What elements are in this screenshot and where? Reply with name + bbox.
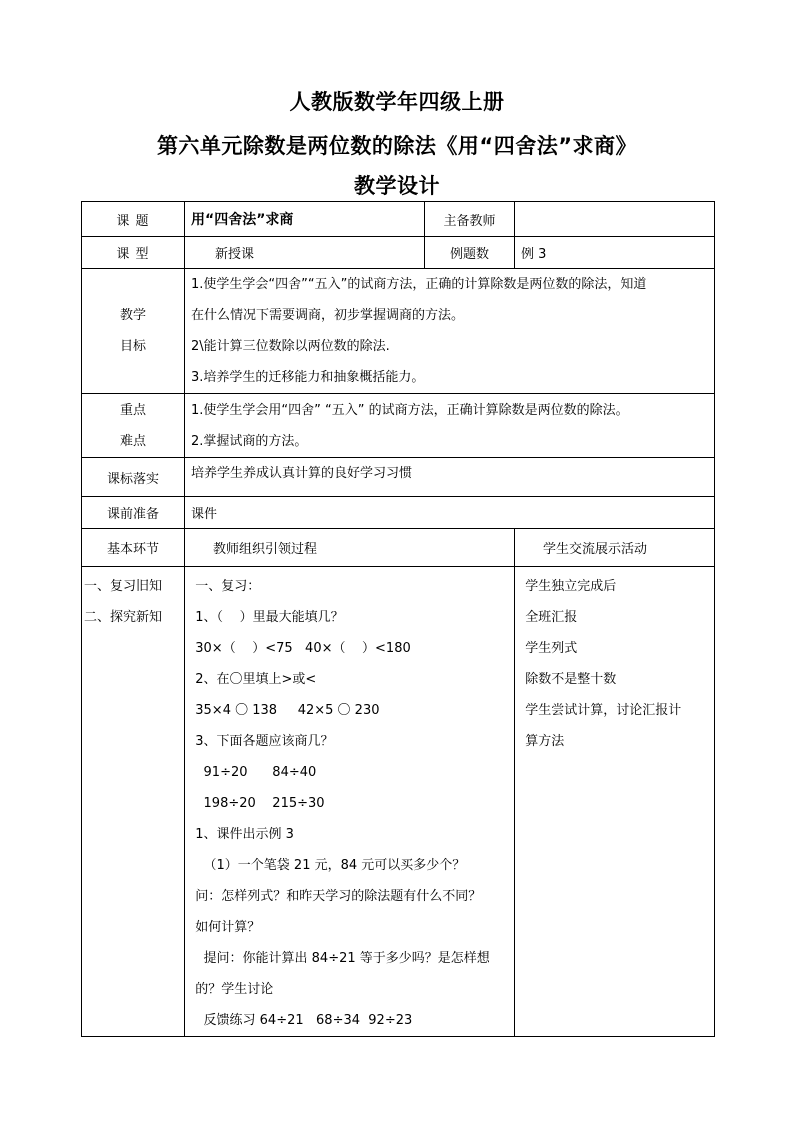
prep-value: 课件: [185, 497, 715, 529]
teacher-line: 198÷20 215÷30: [187, 796, 325, 811]
student-activity-column: [515, 567, 715, 1037]
goals-label-line: 教学: [119, 308, 146, 323]
teacher-process-column: [185, 567, 515, 1037]
type-value: 新授课: [185, 237, 425, 269]
student-line: 全班汇报: [517, 610, 578, 625]
teacher-line: 提问：你能计算出 84÷21 等于多少吗？是怎样想: [187, 951, 490, 966]
lesson-plan-table: [81, 201, 715, 1037]
example-value: 例 3: [515, 237, 715, 269]
document-title: 人教版数学年四级上册: [289, 90, 505, 114]
goals-line: 1.使学生学会“四舍”“五入”的试商方法，正确的计算除数是两位数的除法，知道: [191, 277, 647, 292]
document-subtitle: 第六单元除数是两位数的除法《用“四舍法”求商》: [156, 134, 638, 158]
topic-value: 用“四舍法”求商: [185, 202, 425, 237]
goals-label: [82, 269, 185, 394]
teacher-line: （1）一个笔袋 21 元，84 元可以买多少个？: [187, 858, 466, 873]
standard-row: [82, 458, 715, 497]
student-line: 算方法: [517, 734, 565, 749]
standard-value: 培养学生养成认真计算的良好学习习惯: [185, 458, 715, 497]
teacher-line: 35×4 〇 138 42×5 〇 230: [187, 703, 380, 718]
teacher-line: 一、复习：: [187, 579, 261, 594]
teacher-line: 反馈练习 64÷21 68÷34 92÷23: [187, 1013, 413, 1028]
goals-label-line: 目标: [119, 339, 146, 354]
teacher-line: 的？学生讨论: [187, 982, 274, 997]
goals-content: [185, 269, 715, 394]
standard-label: 课标落实: [82, 458, 185, 497]
stage-column-header: 基本环节: [82, 529, 185, 567]
student-line: 学生尝试计算，讨论汇报计: [517, 703, 682, 718]
teacher-line: 问：怎样列式？和昨天学习的除法题有什么不同？: [187, 889, 482, 904]
example-label: 例题数: [425, 237, 515, 269]
student-line: 学生独立完成后: [517, 579, 617, 594]
stage-line: 一、复习旧知: [84, 579, 163, 594]
teacher-line: 1、课件出示例 3: [187, 827, 294, 842]
topic-row: [82, 202, 715, 237]
type-row: [82, 237, 715, 269]
teacher-column-header: 教师组织引领过程: [185, 529, 515, 567]
teacher-line: 3、下面各题应该商几？: [187, 734, 334, 749]
keypoints-line: 1.使学生学会用“四舍” “五入” 的试商方法，正确计算除数是两位数的除法。: [191, 402, 629, 418]
goals-line: 2\能计算三位数除以两位数的除法.: [191, 339, 390, 354]
keypoints-content: [185, 394, 715, 458]
student-line: 除数不是整十数: [517, 672, 617, 687]
teacher-line: 1、（ ）里最大能填几？: [187, 610, 344, 625]
keypoints-label-line: 重点: [119, 402, 146, 418]
prep-row: [82, 497, 715, 529]
teacher-line: 如何计算？: [187, 920, 261, 935]
student-column-header: 学生交流展示活动: [515, 529, 715, 567]
topic-label: 课 题: [82, 202, 185, 237]
teacher-value: [515, 202, 715, 237]
teacher-line: 30×（ ）<75 40×（ ）<180: [187, 641, 411, 656]
keypoints-label-line: 难点: [119, 433, 146, 449]
keypoints-label: [82, 394, 185, 458]
stage-line: 二、探究新知: [84, 610, 163, 625]
keypoints-row: [82, 394, 715, 458]
stage-column: [82, 567, 185, 1037]
prep-label: 课前准备: [82, 497, 185, 529]
keypoints-line: 2.掌握试商的方法。: [191, 433, 308, 449]
teacher-line: 91÷20 84÷40: [187, 765, 317, 780]
teacher-label: 主备教师: [425, 202, 515, 237]
document-heading: 教学设计: [354, 174, 440, 198]
teacher-line: 2、在〇里填上>或<: [187, 672, 317, 687]
goals-row: [82, 269, 715, 394]
process-row: [82, 567, 715, 1037]
goals-line: 3.培养学生的迁移能力和抽象概括能力。: [191, 370, 425, 385]
goals-line: 在什么情况下需要调商，初步掌握调商的方法。: [191, 308, 465, 323]
student-line: 学生列式: [517, 641, 578, 656]
process-header-row: [82, 529, 715, 567]
type-label: 课 型: [82, 237, 185, 269]
